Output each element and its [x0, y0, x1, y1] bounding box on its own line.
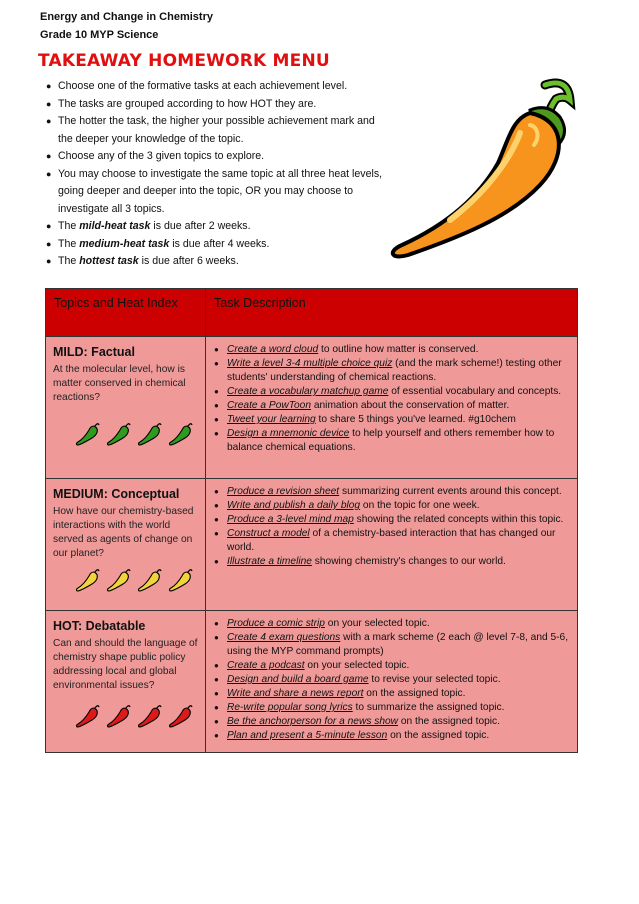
level-title: MILD: Factual [53, 345, 135, 359]
task-link[interactable]: Create a podcast [227, 660, 305, 671]
bullet-emphasis: mild-heat task [79, 220, 151, 232]
task-text: showing the related concepts within this topic. [353, 514, 564, 525]
task-item [214, 701, 571, 715]
task-link[interactable]: Create a word cloud [227, 344, 319, 355]
task-item [214, 343, 571, 357]
course-title: Energy and Change in Chemistry [40, 11, 213, 23]
table-header-row [46, 289, 578, 337]
intro-bullet [46, 218, 391, 236]
task-text: animation about the conservation of matter. [311, 400, 510, 411]
small-pepper-icon [106, 701, 132, 729]
intro-bullet-list [46, 78, 391, 271]
inquiry-question: At the molecular level, how is matter conserved in chemical reactions? [53, 364, 186, 403]
chili-pepper-icon [380, 55, 580, 260]
task-item [214, 673, 571, 687]
task-text: to summarize the assigned topic. [352, 702, 505, 713]
bullet-text: Choose one of the formative tasks at each achievement level. [58, 80, 348, 92]
task-cell-hot [206, 611, 578, 753]
task-text: (and the mark scheme!) testing other students' understanding of chemical reactions. [227, 358, 562, 383]
task-item [214, 631, 571, 659]
topic-cell-hot [46, 611, 206, 753]
task-text: to outline how matter is conserved. [318, 344, 479, 355]
task-list [214, 617, 571, 743]
intro-bullet [46, 78, 391, 96]
inquiry-question: Can and should the language of chemistry shape public policy addressing local and global environmental issues? [53, 638, 198, 691]
bullet-text: is due after 6 weeks. [138, 255, 239, 267]
task-link[interactable]: Produce a 3-level mind map [227, 514, 354, 525]
task-link[interactable]: Construct a model [227, 528, 310, 539]
task-text: on the assigned topic. [387, 730, 490, 741]
task-link[interactable]: Design and build a board game [227, 674, 369, 685]
inquiry-question: How have our chemistry-based interactions with the world served as agents of change on our planet? [53, 506, 194, 559]
intro-bullet [46, 148, 391, 166]
level-title: MEDIUM: Conceptual [53, 487, 180, 501]
task-link[interactable]: Produce a comic strip [227, 618, 325, 629]
task-link[interactable]: Write a level 3-4 multiple choice quiz [227, 358, 393, 369]
small-pepper-icon [137, 419, 163, 447]
task-item [214, 427, 571, 455]
task-cell-mild [206, 337, 578, 479]
heat-index-peppers [75, 419, 199, 451]
task-link[interactable]: Create a vocabulary matchup game [227, 386, 389, 397]
table-row [46, 479, 578, 611]
task-item [214, 617, 571, 631]
small-pepper-icon [106, 419, 132, 447]
page-header [40, 8, 213, 44]
bullet-emphasis: hottest task [79, 255, 139, 267]
col-header-topics: Topics and Heat Index [46, 289, 206, 337]
task-cell-medium [206, 479, 578, 611]
task-text: on your selected topic. [324, 618, 430, 629]
task-link[interactable]: Write and share a news report [227, 688, 364, 699]
task-link[interactable]: Plan and present a 5-minute lesson [227, 730, 388, 741]
table-row [46, 611, 578, 753]
col-header-tasks: Task Description [206, 289, 578, 337]
small-pepper-icon [137, 565, 163, 593]
grade-label: Grade 10 MYP Science [40, 29, 159, 41]
heat-index-peppers [75, 565, 199, 597]
bullet-text: Choose any of the 3 given topics to explore. [58, 150, 265, 162]
task-text: on the topic for one week. [360, 500, 480, 511]
small-pepper-icon [168, 701, 194, 729]
task-item [214, 729, 571, 743]
small-pepper-icon [168, 565, 194, 593]
bullet-text: You may choose to investigate the same topic at all three heat levels, going deeper and deeper into the topic, OR you may choose to investigate all 3 topics. [58, 167, 383, 215]
task-list [214, 485, 571, 569]
task-link[interactable]: Design a mnemonic device [227, 428, 350, 439]
task-item [214, 385, 571, 399]
small-pepper-icon [75, 565, 101, 593]
table-row [46, 337, 578, 479]
task-text: on your selected topic. [304, 660, 410, 671]
task-item [214, 715, 571, 729]
task-link[interactable]: Tweet your learning [227, 414, 316, 425]
homework-menu-table [45, 288, 578, 753]
bullet-text: is due after 2 weeks. [150, 220, 251, 232]
small-pepper-icon [106, 565, 132, 593]
task-item [214, 555, 571, 569]
task-link[interactable]: Produce a revision sheet [227, 486, 340, 497]
menu-title: TAKEAWAY HOMEWORK MENU [38, 51, 330, 71]
task-list [214, 343, 571, 455]
topic-cell-mild [46, 337, 206, 479]
small-pepper-icon [75, 701, 101, 729]
small-pepper-icon [168, 419, 194, 447]
task-link[interactable]: Write and publish a daily blog [227, 500, 361, 511]
small-pepper-icon [75, 419, 101, 447]
intro-bullet [46, 236, 391, 254]
task-item [214, 687, 571, 701]
task-item [214, 413, 571, 427]
task-item [214, 527, 571, 555]
task-link[interactable]: Re-write popular song lyrics [227, 702, 353, 713]
bullet-text: The tasks are grouped according to how HOT they are. [58, 97, 317, 110]
task-item [214, 357, 571, 385]
intro-bullet [46, 113, 391, 148]
topic-cell-medium [46, 479, 206, 611]
task-link[interactable]: Create a PowToon [227, 400, 312, 411]
task-text: showing chemistry's changes to our world. [311, 556, 506, 567]
task-item [214, 399, 571, 413]
task-text: to help yourself and others remember how to balance chemical equations. [227, 428, 555, 453]
task-link[interactable]: Be the anchorperson for a news show [227, 716, 399, 727]
bullet-text: The [58, 237, 80, 250]
task-text: to share 5 things you've learned. #g10chem [315, 414, 516, 425]
intro-bullet [46, 96, 391, 114]
task-text: on the assigned topic. [398, 716, 500, 727]
intro-bullet [46, 253, 391, 271]
task-text: summarizing current events around this concept. [339, 486, 562, 497]
task-text: to revise your selected topic. [368, 674, 501, 685]
task-link[interactable]: Illustrate a timeline [227, 556, 312, 567]
bullet-text: The [58, 220, 80, 232]
intro-bullet [46, 166, 391, 219]
bullet-text: The [58, 255, 80, 267]
heat-index-peppers [75, 701, 199, 733]
task-link[interactable]: Create 4 exam questions [227, 632, 341, 643]
task-text: of a chemistry-based interaction that has changed our world. [227, 528, 556, 553]
small-pepper-icon [137, 701, 163, 729]
task-text: with a mark scheme (2 each @ level 7-8, and 5-6, using the MYP command prompts) [227, 632, 569, 657]
bullet-text: The hotter the task, the higher your possible achievement mark and the deeper your knowledge of the topic. [58, 115, 375, 145]
level-title: HOT: Debatable [53, 619, 146, 633]
task-item [214, 659, 571, 673]
task-item [214, 485, 571, 499]
task-item [214, 499, 571, 513]
bullet-emphasis: medium-heat task [79, 237, 170, 250]
task-item [214, 513, 571, 527]
bullet-text: is due after 4 weeks. [169, 237, 270, 250]
task-text: of essential vocabulary and concepts. [388, 386, 562, 397]
task-text: on the assigned topic. [363, 688, 466, 699]
